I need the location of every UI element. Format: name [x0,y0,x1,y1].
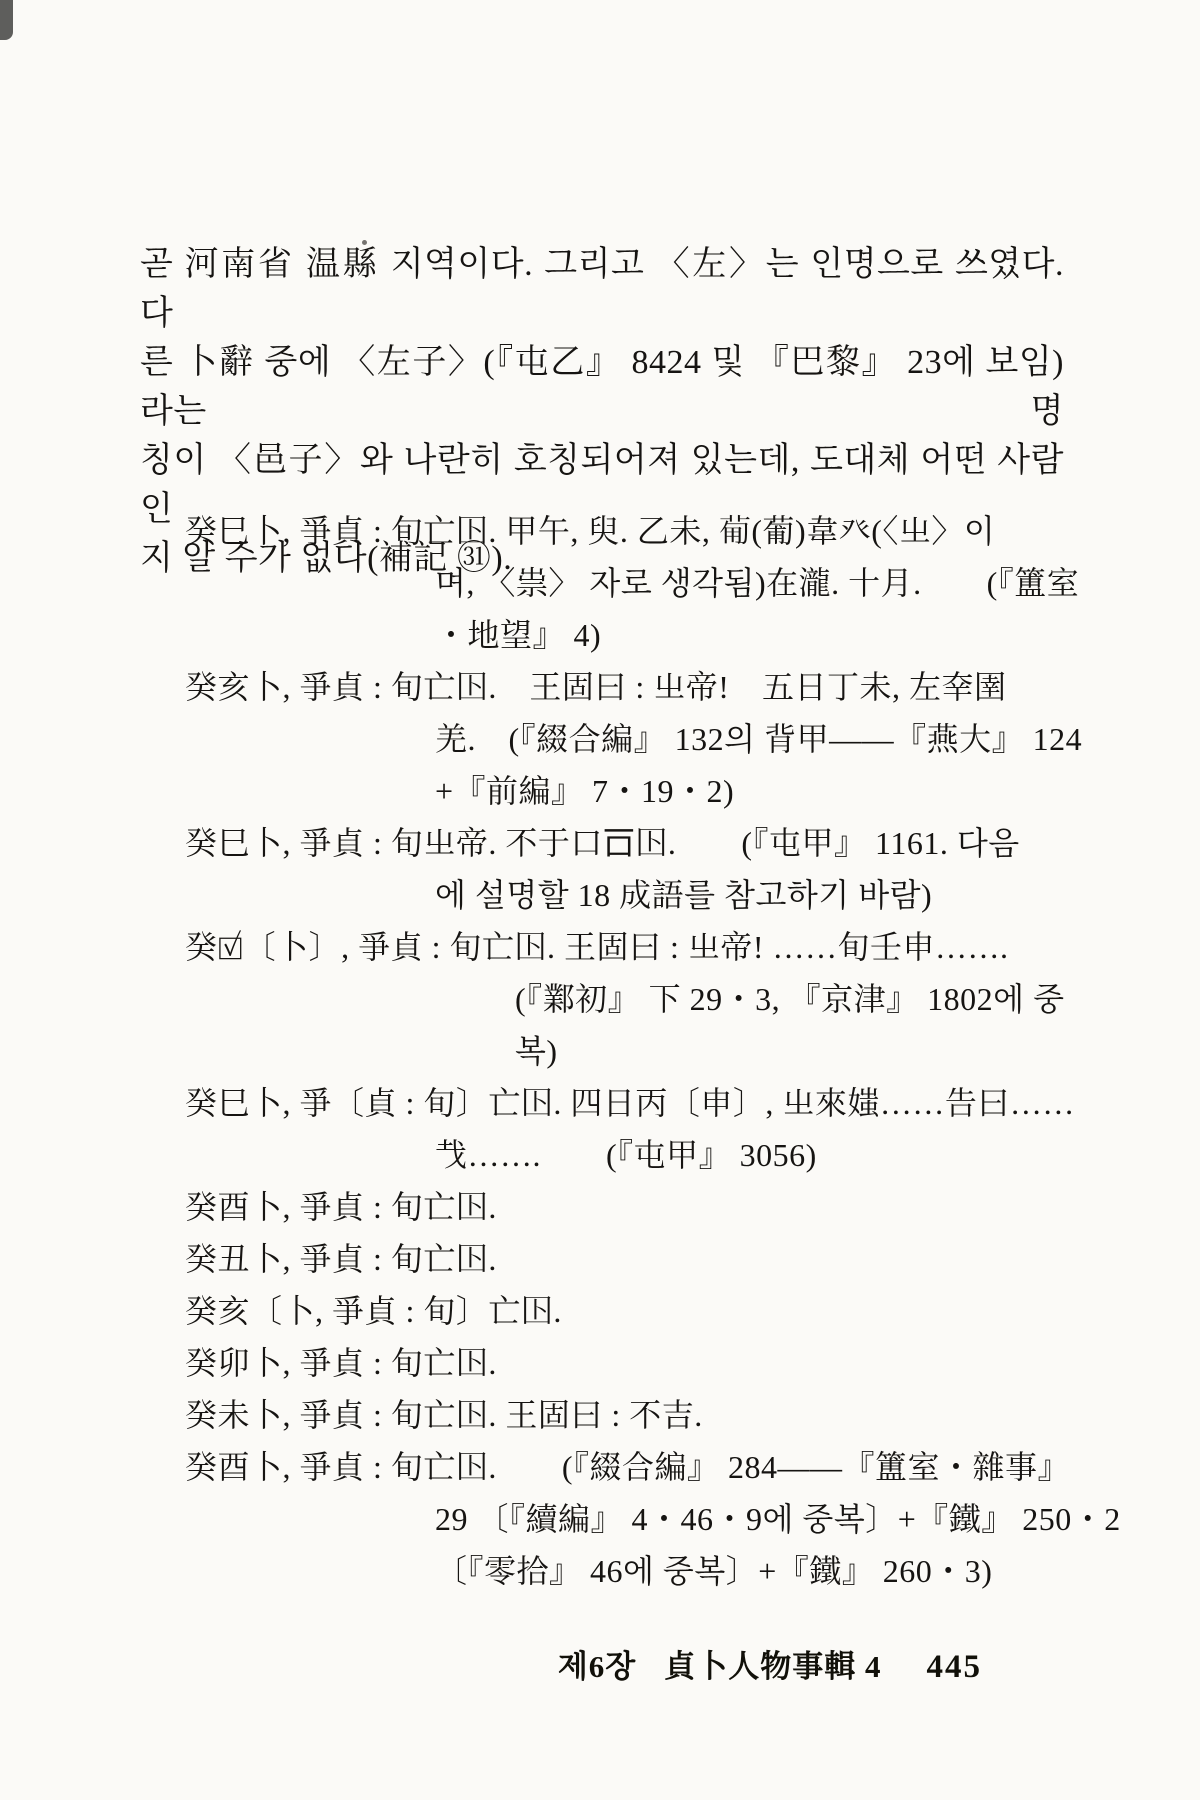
inscription-line: 29 〔『續編』 4・46・9에 중복〕+『鐵』 250・2 [435,1501,1121,1537]
paragraph-line: 지 알 수가 없다(補記 ㉛). [140,540,513,577]
inscription-line: 며, 〈祟〉 자로 생각됨)在瀧. 十月. (『簠室 [435,565,1080,601]
inscription-line: +『前編』 7・19・2) [435,773,735,809]
inscription-line: ・地望』 4) [435,617,602,653]
paragraph-line: 칭이 〈邑子〉와 나란히 호칭되어져 있는데, 도대체 어떤 사람인 [140,442,1064,528]
inscription-line: 癸丑卜, 爭貞 : 旬亡𡆥. [185,1241,497,1277]
inscription-line: 〔『零拾』 46에 중복〕+『鐵』 260・3) [435,1553,993,1589]
inscription-line: 羌. (『綴合編』 132의 背甲——『燕大』 124 [435,721,1083,757]
inscription-line: 癸巳卜, 爭貞 : 旬㞢帝. 不于口𠮛𡆥. (『屯甲』 1161. 다음 [185,825,1020,861]
inscription-line: 癸酉卜, 爭貞 : 旬亡𡆥. (『綴合編』 284——『簠室・雜事』 [185,1449,1071,1485]
section-title: 貞卜人物事輯 4 [664,1649,882,1684]
chapter-label: 제6장 [557,1649,637,1684]
inscription-line: 에 설명할 18 成語를 참고하기 바람) [435,877,933,913]
inscription-line: 癸巳卜, 爭〔貞 : 旬〕亡𡆥. 四日丙〔申〕, 㞢來媸……告曰…… [185,1085,1075,1121]
inscription-line: 𢦏……. (『屯甲』 3056) [435,1137,817,1173]
paragraph-line: 른 卜辭 중에 〈左子〉(『屯乙』 8424 및 『巴黎』 23에 보임)라는 명 [140,344,1064,430]
inscription-line: (『鄴初』 下 29・3, 『京津』 1802에 중 [515,981,1065,1017]
scan-corner-artifact [0,0,13,40]
page-footer [558,1641,982,1686]
inscription-line: 癸卯卜, 爭貞 : 旬亡𡆥. [185,1345,497,1381]
inscription-line: 癸☑〔卜〕, 爭貞 : 旬亡𡆥. 王固曰 : 㞢帝! ……旬壬申……. [185,929,1009,965]
paragraph-line: 곧 河南省 温縣 지역이다. 그리고 〈左〉는 인명으로 쓰였다. 다 [140,246,1064,332]
inscription-line: 복) [515,1033,558,1069]
inscription-block [185,505,1121,1597]
inscription-line: 癸巳卜, 爭貞 : 旬亡𡆥. 甲午, 臾. 乙未, 𤰈(葡)韋癶(〈㞢〉이 [185,513,996,549]
page-number: 445 [926,1649,982,1685]
inscription-line: 癸亥卜, 爭貞 : 旬亡𡆥. 王固曰 : 㞢帝! 五日丁未, 左㚔圉 [185,669,1007,705]
inscription-line: 癸亥〔卜, 爭貞 : 旬〕亡𡆥. [185,1293,562,1329]
inscription-line: 癸酉卜, 爭貞 : 旬亡𡆥. [185,1189,497,1225]
inscription-line: 癸未卜, 爭貞 : 旬亡𡆥. 王固曰 : 不吉. [185,1397,703,1433]
